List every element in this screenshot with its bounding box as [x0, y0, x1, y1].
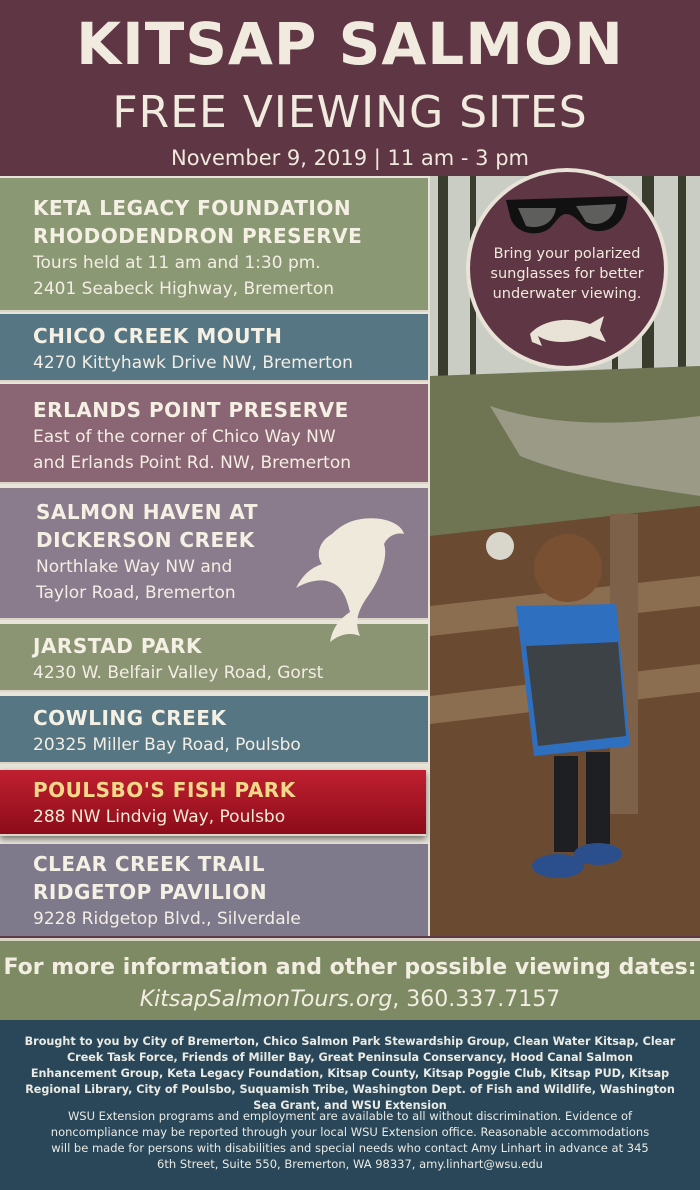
site-erlands-point [0, 384, 428, 484]
site-name: COWLING CREEK [33, 706, 227, 730]
site-clear-creek [0, 844, 428, 936]
site-address: 288 NW Lindvig Way, Poulsbo [33, 807, 286, 827]
salmon-silhouette-icon [296, 512, 406, 644]
site-name: ERLANDS POINT PRESERVE [33, 398, 349, 422]
site-address: 20325 Miller Bay Road, Poulsbo [33, 735, 301, 755]
site-keta-legacy [0, 178, 428, 312]
sunglasses-tip-badge [466, 168, 668, 370]
site-name: JARSTAD PARK [33, 634, 203, 658]
phone-number: , 360.337.7157 [392, 987, 561, 1012]
website-link[interactable]: KitsapSalmonTours.org [139, 987, 393, 1012]
site-address: 4270 Kittyhawk Drive NW, Bremerton [33, 353, 353, 373]
site-address: 4230 W. Belfair Valley Road, Gorst [33, 663, 324, 683]
legal-notice: WSU Extension programs and employment are available to all without discrimination. Evidence of noncompliance may be reported through your local WSU Extension office. Reasonable accommodations will be made for persons with disabilities and special needs who contact Amy Linhart in advance at 345 6th Street, Suite 550, Bremerton, WA 98337, amy.linhart@wsu.edu [50, 1109, 650, 1171]
site-address: 2401 Seabeck Highway, Bremerton [33, 279, 335, 299]
site-address: and Erlands Point Rd. NW, Bremerton [33, 453, 352, 473]
poster-title: KITSAP SALMON [76, 10, 624, 78]
badge-text: Bring your polarized [493, 246, 641, 262]
footer [0, 1020, 700, 1190]
poster-header [0, 0, 700, 176]
salmon-icon [528, 312, 608, 348]
site-name: CHICO CREEK MOUTH [33, 324, 283, 348]
site-name: SALMON HAVEN AT [36, 500, 259, 524]
site-address: 9228 Ridgetop Blvd., Silverdale [33, 909, 301, 929]
site-name: DICKERSON CREEK [36, 528, 255, 552]
more-info-text: For more information and other possible viewing dates: [3, 955, 697, 980]
sponsor-credits: Brought to you by City of Bremerton, Chico Salmon Park Stewardship Group, Clean Water Kitsap, Clear Creek Task Force, Friends of Miller Bay, Great Peninsula Conservancy, Hood Canal Salmon Enhancement Group, Keta Legacy Foundation, Kitsap County, Kitsap Poggie Club, Kitsap PUD, Kitsap Regional Library, City of Poulsbo, Suquamish Tribe, Washington Dept. of Fish and Wildlife, Washington Sea Grant, and WSU Extension [24, 1035, 676, 1112]
site-detail: Tours held at 11 am and 1:30 pm. [33, 253, 321, 273]
site-chico-creek [0, 314, 428, 382]
site-name: POULSBO'S FISH PARK [33, 778, 296, 802]
badge-text: underwater viewing. [492, 286, 642, 302]
more-info-banner [0, 938, 700, 1020]
site-name: RIDGETOP PAVILION [33, 880, 268, 904]
event-date: November 9, 2019 | 11 am - 3 pm [171, 146, 529, 170]
site-detail: East of the corner of Chico Way NW [33, 427, 336, 447]
site-poulsbo-fish-park [0, 770, 426, 836]
site-detail: Northlake Way NW and [36, 557, 233, 577]
sunglasses-icon [502, 192, 632, 244]
site-cowling-creek [0, 696, 428, 764]
site-name: RHODODENDRON PRESERVE [33, 224, 363, 248]
site-name: CLEAR CREEK TRAIL [33, 852, 265, 876]
site-address: Taylor Road, Bremerton [36, 583, 236, 603]
badge-text: sunglasses for better [490, 266, 644, 282]
poster-subtitle: FREE VIEWING SITES [112, 87, 588, 138]
site-name: KETA LEGACY FOUNDATION [33, 196, 352, 220]
